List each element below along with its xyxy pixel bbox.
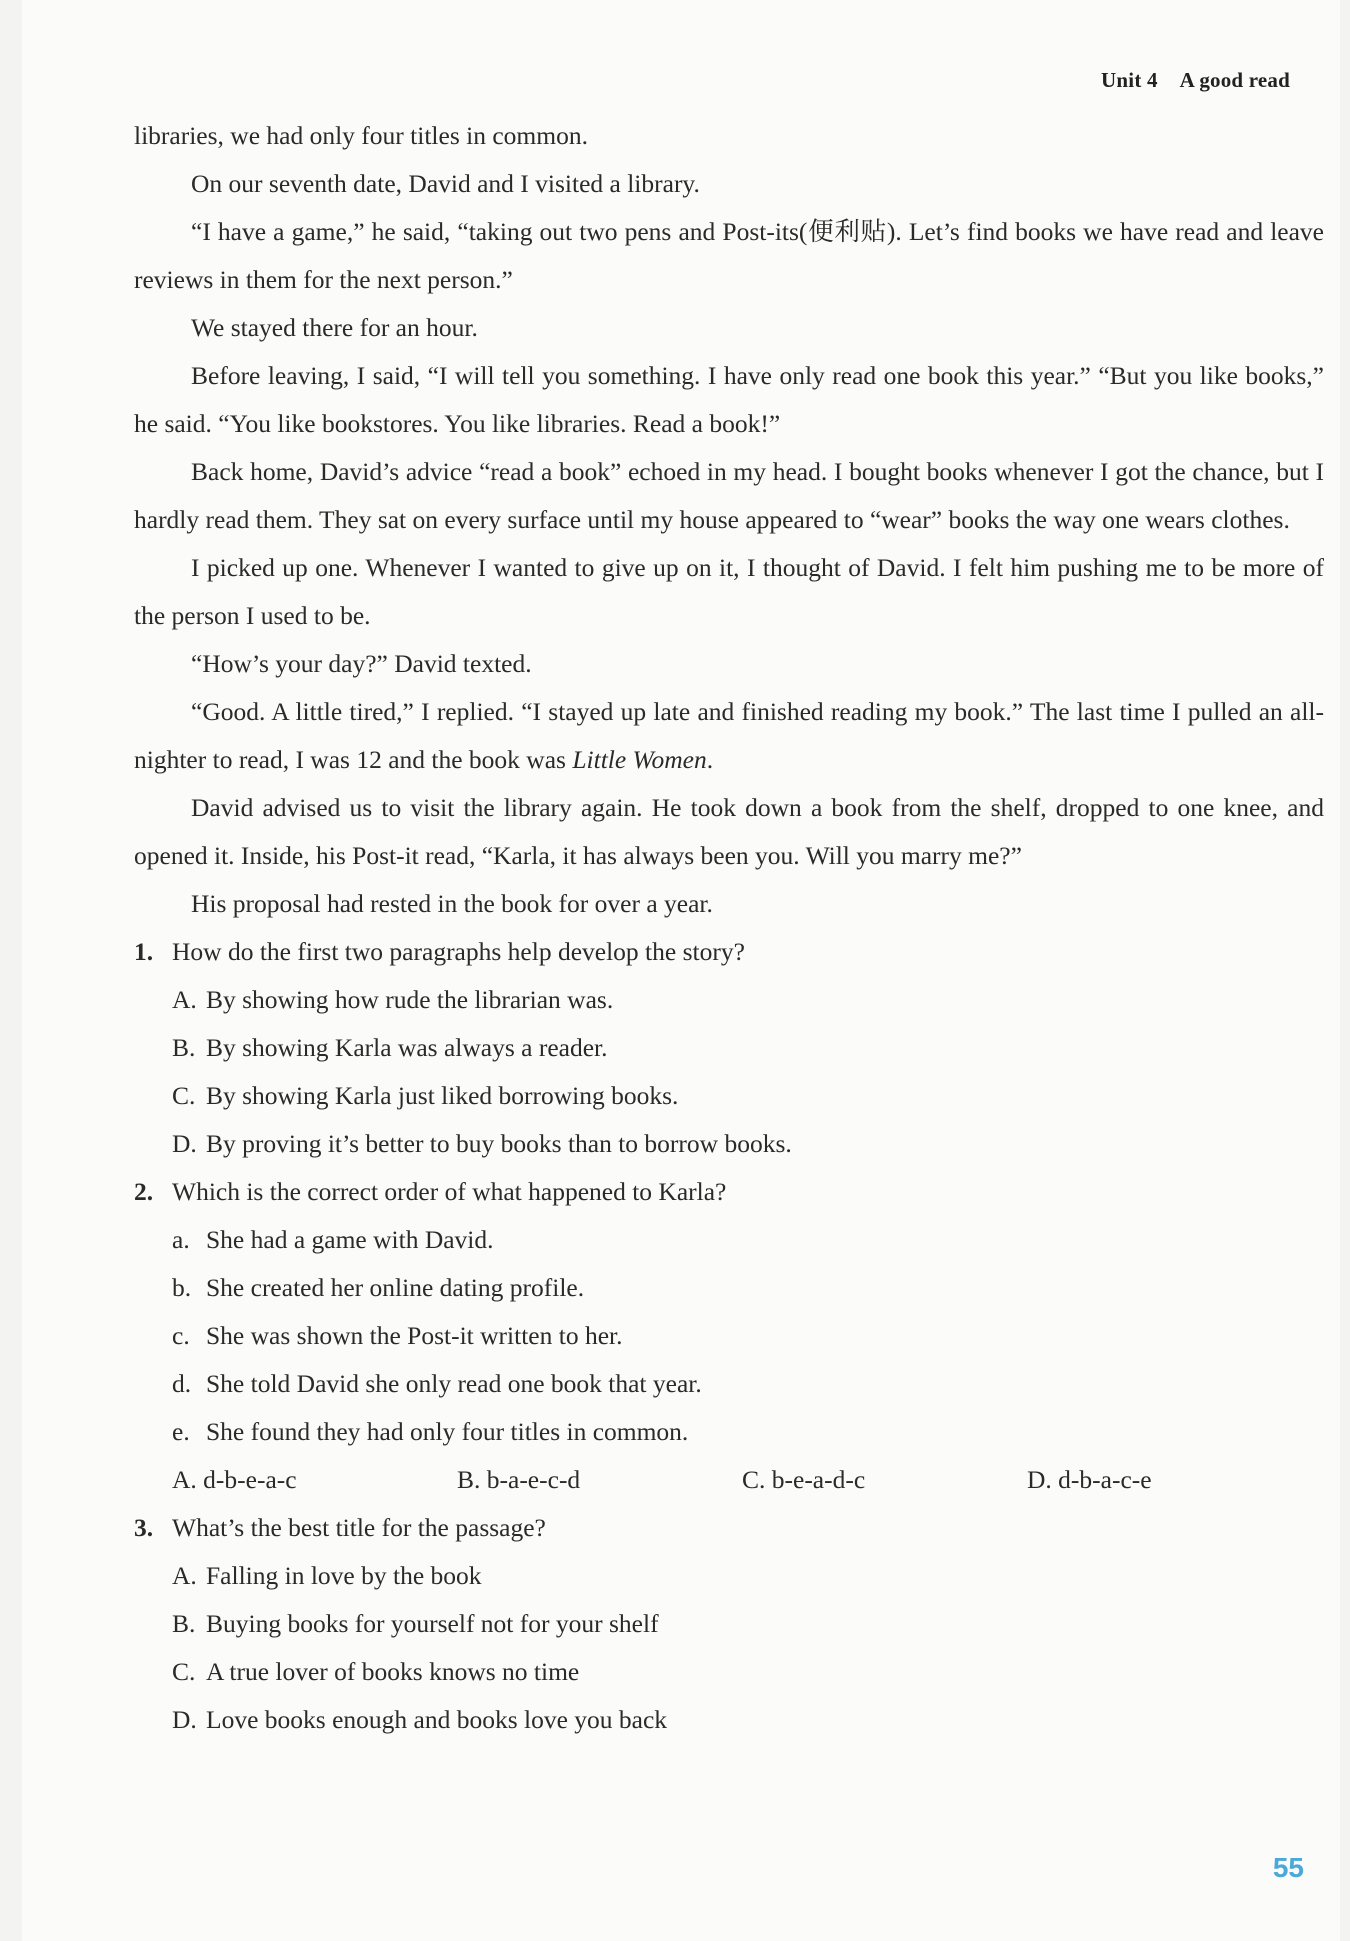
option-letter: B.: [172, 1033, 196, 1062]
event-item: [172, 1408, 1324, 1456]
answer-option: [172, 976, 1324, 1024]
passage-paragraph: “I have a game,” he said, “taking out two pens and Post-its(便利贴). Let’s find books we have read and leave reviews in them for the next person.”: [134, 217, 1324, 294]
event-letter: e.: [172, 1417, 190, 1446]
event-text: She created her online dating profile.: [206, 1273, 585, 1302]
event-text: She had a game with David.: [206, 1225, 494, 1254]
passage-paragraph: David advised us to visit the library again. He took down a book from the shelf, dropped to one knee, and opened it. Inside, his Post-it read, “Karla, it has always been you. Will you marry me?”: [134, 793, 1324, 870]
event-letter: b.: [172, 1273, 192, 1302]
passage-paragraph: Before leaving, I said, “I will tell you something. I have only read one book this year.” “But you like books,” he said. “You like bookstores. You like libraries. Read a book!”: [134, 361, 1324, 438]
page-number: 55: [1272, 1852, 1304, 1883]
option-text: A true lover of books knows no time: [206, 1657, 580, 1686]
answer-option: D. d-b-a-c-e: [1027, 1465, 1152, 1494]
question-1: [134, 928, 1324, 976]
answer-option: A. d-b-e-a-c: [172, 1465, 297, 1494]
answer-option: [172, 1648, 1324, 1696]
passage-paragraph: “How’s your day?” David texted.: [191, 649, 532, 678]
passage-paragraph: On our seventh date, David and I visited a library.: [191, 169, 700, 198]
answer-option: [172, 1552, 1324, 1600]
option-letter: B.: [172, 1609, 196, 1638]
event-text: She found they had only four titles in common.: [206, 1417, 689, 1446]
answer-option: [172, 1072, 1324, 1120]
question-number: 2.: [134, 1177, 154, 1206]
question-stem: What’s the best title for the passage?: [172, 1513, 546, 1542]
option-text: Falling in love by the book: [206, 1561, 482, 1590]
option-letter: A.: [172, 985, 197, 1014]
event-letter: a.: [172, 1225, 190, 1254]
event-item: [172, 1264, 1324, 1312]
running-header: [1101, 68, 1290, 93]
paragraph-text: “Good. A little tired,” I replied. “I stayed up late and finished reading my book.” The last time I pulled an all-nighter to read, I was 12 and the book was: [134, 697, 1324, 774]
answer-option: B. b-a-e-c-d: [457, 1465, 581, 1494]
event-letter: d.: [172, 1369, 192, 1398]
passage-paragraph: libraries, we had only four titles in common.: [134, 121, 588, 150]
answer-option: C. b-e-a-d-c: [742, 1465, 866, 1494]
book-title: Little Women: [572, 745, 707, 774]
question-number: 3.: [134, 1513, 154, 1542]
answer-option: [172, 1024, 1324, 1072]
question-stem: Which is the correct order of what happened to Karla?: [172, 1177, 727, 1206]
page: [22, 0, 1340, 1941]
question-3: [134, 1504, 1324, 1552]
event-text: She was shown the Post-it written to her.: [206, 1321, 623, 1350]
passage-paragraph: His proposal had rested in the book for over a year.: [191, 889, 713, 918]
option-text: Buying books for yourself not for your shelf: [206, 1609, 659, 1638]
event-item: [172, 1360, 1324, 1408]
option-text: By showing Karla just liked borrowing books.: [206, 1081, 679, 1110]
unit-title: A good read: [1179, 68, 1290, 92]
passage-paragraph: We stayed there for an hour.: [191, 313, 478, 342]
event-item: [172, 1216, 1324, 1264]
question-number: 1.: [134, 937, 154, 966]
question-2: [134, 1168, 1324, 1216]
option-letter: D.: [172, 1129, 197, 1158]
event-item: [172, 1312, 1324, 1360]
unit-label: Unit 4: [1101, 68, 1158, 92]
passage-paragraph: I picked up one. Whenever I wanted to give up on it, I thought of David. I felt him pushing me to be more of the person I used to be.: [134, 553, 1324, 630]
option-letter: D.: [172, 1705, 197, 1734]
option-letter: A.: [172, 1561, 197, 1590]
passage-paragraph: Back home, David’s advice “read a book” echoed in my head. I bought books whenever I got the chance, but I hardly read them. They sat on every surface until my house appeared to “wear” books the way one wears clothes.: [134, 457, 1324, 534]
option-text: By proving it’s better to buy books than to borrow books.: [206, 1129, 792, 1158]
answer-option: [172, 1600, 1324, 1648]
option-text: By showing Karla was always a reader.: [206, 1033, 608, 1062]
event-letter: c.: [172, 1321, 190, 1350]
option-letter: C.: [172, 1081, 196, 1110]
answer-option: [172, 1696, 1324, 1744]
option-text: By showing how rude the librarian was.: [206, 985, 614, 1014]
order-options-row: [172, 1456, 1324, 1504]
paragraph-text: .: [706, 745, 714, 774]
question-stem: How do the first two paragraphs help develop the story?: [172, 937, 745, 966]
answer-option: [172, 1120, 1324, 1168]
option-letter: C.: [172, 1657, 196, 1686]
event-text: She told David she only read one book that year.: [206, 1369, 702, 1398]
passage-paragraph: [134, 688, 1324, 784]
page-content: [134, 112, 1324, 1744]
option-text: Love books enough and books love you back: [206, 1705, 668, 1734]
